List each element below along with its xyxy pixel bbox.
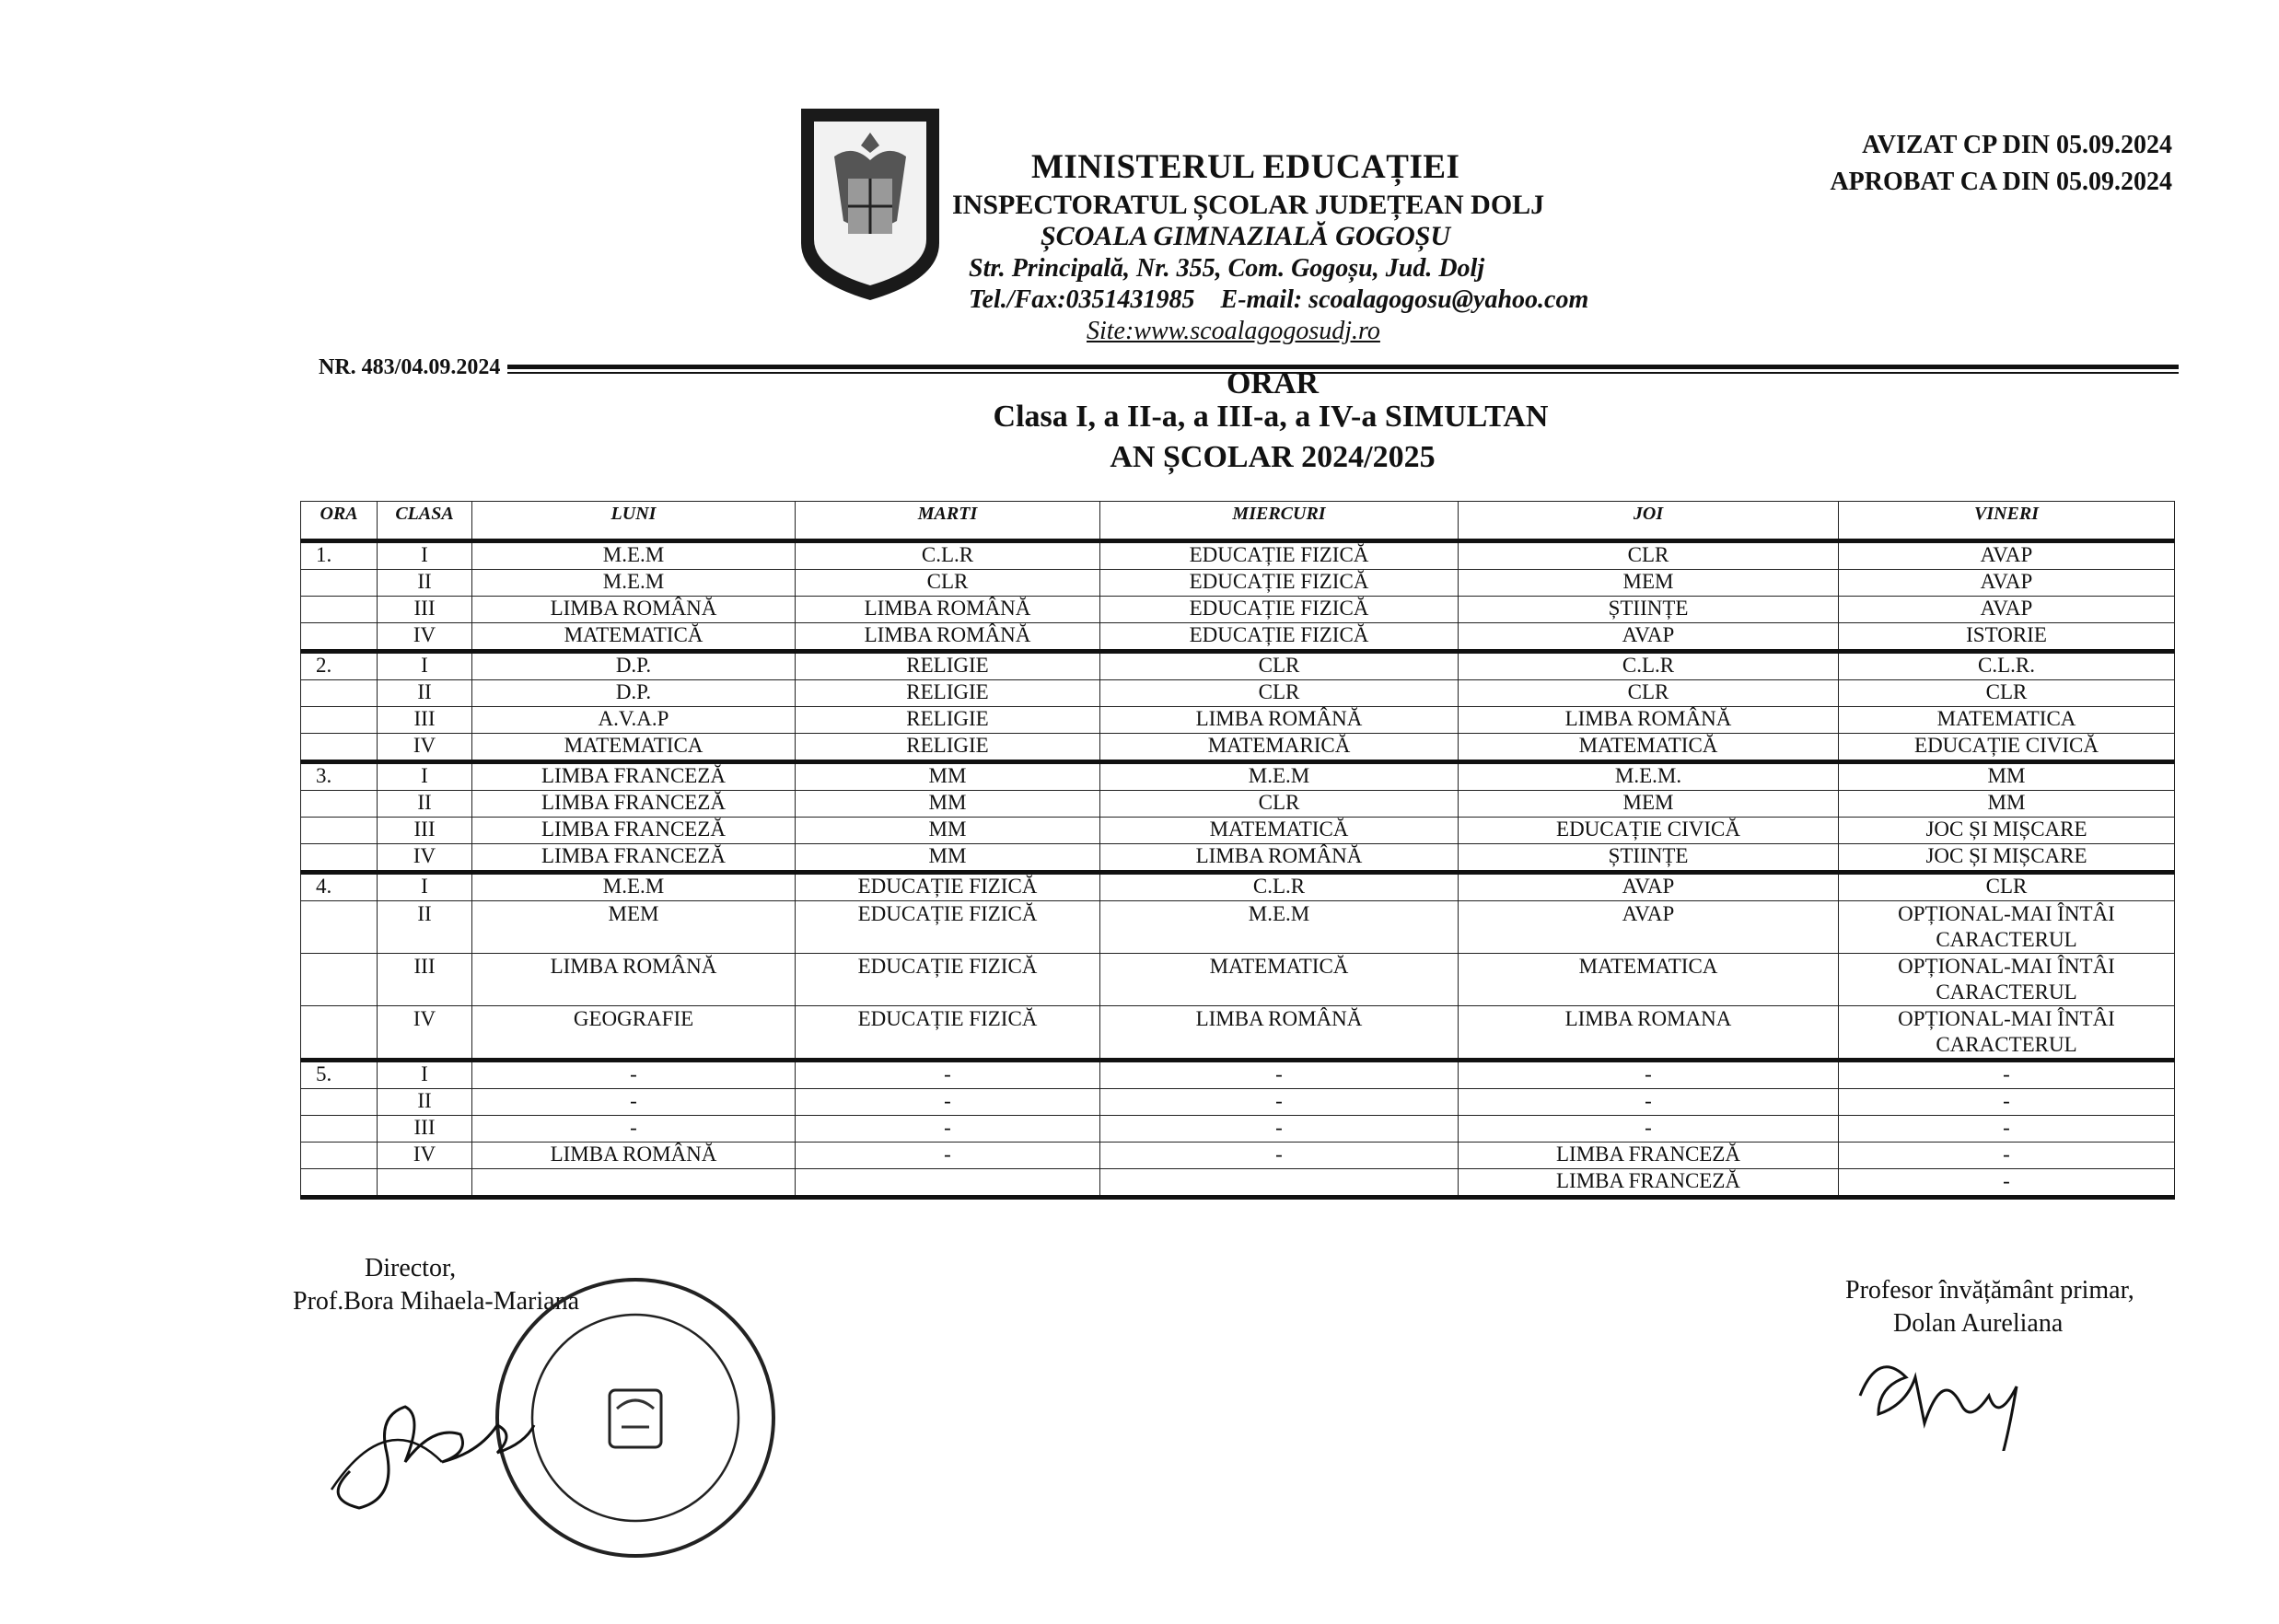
cell-clasa: IV — [378, 623, 472, 652]
cell-clasa: III — [378, 818, 472, 844]
cell-vineri: CLR — [1839, 680, 2175, 707]
cell-marti: RELIGIE — [796, 707, 1100, 734]
cell-ora — [301, 680, 378, 707]
director-name: Prof.Bora Mihaela-Mariana — [293, 1287, 579, 1316]
table-row — [301, 1116, 2175, 1143]
cell-clasa: II — [378, 791, 472, 818]
director-title: Director, — [365, 1254, 457, 1282]
cell-marti — [796, 1169, 1100, 1198]
cell-marti: LIMBA ROMÂNĂ — [796, 623, 1100, 652]
cell-vineri: ISTORIE — [1839, 623, 2175, 652]
director-signature — [322, 1361, 543, 1517]
table-row — [301, 570, 2175, 597]
cell-joi: EDUCAȚIE CIVICĂ — [1459, 818, 1839, 844]
inspectorate-name: INSPECTORATUL ȘCOLAR JUDEȚEAN DOLJ — [952, 190, 1545, 220]
cell-ora — [301, 844, 378, 873]
cell-luni: LIMBA ROMÂNĂ — [472, 954, 796, 1006]
cell-clasa: I — [378, 762, 472, 791]
cell-ora — [301, 1169, 378, 1198]
cell-ora: 1. — [301, 541, 378, 570]
cell-miercuri: MATEMARICĂ — [1100, 734, 1459, 762]
cell-clasa: IV — [378, 844, 472, 873]
cell-joi: LIMBA FRANCEZĂ — [1459, 1169, 1839, 1198]
cell-vineri: MM — [1839, 791, 2175, 818]
cell-marti: EDUCAȚIE FIZICĂ — [796, 1006, 1100, 1061]
table-row — [301, 762, 2175, 791]
header-luni: LUNI — [472, 502, 796, 541]
cell-marti: LIMBA ROMÂNĂ — [796, 597, 1100, 623]
school-year: AN ȘCOLAR 2024/2025 — [1110, 440, 1436, 474]
cell-joi: MEM — [1459, 570, 1839, 597]
table-row — [301, 1089, 2175, 1116]
cell-joi: MATEMATICĂ — [1459, 734, 1839, 762]
cell-miercuri: EDUCAȚIE FIZICĂ — [1100, 541, 1459, 570]
cell-joi: MEM — [1459, 791, 1839, 818]
cell-joi: LIMBA ROMANA — [1459, 1006, 1839, 1061]
cell-miercuri: LIMBA ROMÂNĂ — [1100, 844, 1459, 873]
cell-luni: LIMBA FRANCEZĂ — [472, 762, 796, 791]
cell-luni: MEM — [472, 901, 796, 954]
school-address: Str. Principală, Nr. 355, Com. Gogoșu, Jud. Dolj — [969, 254, 1485, 283]
cell-vineri: - — [1839, 1116, 2175, 1143]
cell-luni: LIMBA ROMÂNĂ — [472, 597, 796, 623]
cell-ora — [301, 1143, 378, 1169]
timetable-header-row — [301, 502, 2175, 541]
header-marti: MARTI — [796, 502, 1100, 541]
cell-luni: - — [472, 1089, 796, 1116]
cell-miercuri: CLR — [1100, 652, 1459, 680]
cell-luni: LIMBA FRANCEZĂ — [472, 844, 796, 873]
cell-miercuri: - — [1100, 1061, 1459, 1089]
cell-joi: LIMBA ROMÂNĂ — [1459, 707, 1839, 734]
cell-miercuri: CLR — [1100, 680, 1459, 707]
cell-clasa: III — [378, 597, 472, 623]
cell-vineri: CLR — [1839, 873, 2175, 901]
teacher-name: Dolan Aureliana — [1893, 1309, 2064, 1338]
cell-joi: M.E.M. — [1459, 762, 1839, 791]
cell-joi: AVAP — [1459, 873, 1839, 901]
cell-marti: RELIGIE — [796, 680, 1100, 707]
cell-ora — [301, 1006, 378, 1061]
cell-clasa — [378, 1169, 472, 1198]
cell-clasa: I — [378, 652, 472, 680]
table-row — [301, 707, 2175, 734]
cell-marti: RELIGIE — [796, 652, 1100, 680]
cell-luni: GEOGRAFIE — [472, 1006, 796, 1061]
cell-luni: MATEMATICA — [472, 734, 796, 762]
table-row — [301, 954, 2175, 1006]
cell-ora — [301, 818, 378, 844]
coat-of-arms-icon — [797, 105, 943, 303]
cell-miercuri: - — [1100, 1089, 1459, 1116]
school-name: ȘCOALA GIMNAZIALĂ GOGOȘU — [1041, 221, 1451, 251]
cell-miercuri: LIMBA ROMÂNĂ — [1100, 707, 1459, 734]
school-website-link[interactable]: Site:www.scoalagogosudj.ro — [1087, 317, 1380, 345]
cell-vineri: - — [1839, 1143, 2175, 1169]
cell-marti: EDUCAȚIE FIZICĂ — [796, 954, 1100, 1006]
cell-ora: 4. — [301, 873, 378, 901]
cell-ora: 2. — [301, 652, 378, 680]
cell-luni: - — [472, 1061, 796, 1089]
cell-ora — [301, 734, 378, 762]
cell-clasa: I — [378, 541, 472, 570]
table-row — [301, 1061, 2175, 1089]
cell-ora — [301, 901, 378, 954]
header-joi: JOI — [1459, 502, 1839, 541]
cell-miercuri: CLR — [1100, 791, 1459, 818]
cell-clasa: II — [378, 901, 472, 954]
table-row — [301, 791, 2175, 818]
cell-ora — [301, 791, 378, 818]
cell-vineri: OPȚIONAL-MAI ÎNTÂI CARACTERUL — [1839, 954, 2175, 1006]
cell-ora — [301, 623, 378, 652]
header-miercuri: MIERCURI — [1100, 502, 1459, 541]
cell-ora: 5. — [301, 1061, 378, 1089]
header-vineri: VINERI — [1839, 502, 2175, 541]
ministry-name: MINISTERUL EDUCAȚIEI — [1031, 148, 1460, 186]
cell-miercuri: EDUCAȚIE FIZICĂ — [1100, 623, 1459, 652]
cell-joi: ȘTIINȚE — [1459, 597, 1839, 623]
cell-clasa: IV — [378, 1143, 472, 1169]
cell-luni: D.P. — [472, 652, 796, 680]
cell-marti: MM — [796, 818, 1100, 844]
approval-cp: AVIZAT CP DIN 05.09.2024 — [1862, 131, 2172, 159]
table-row — [301, 680, 2175, 707]
cell-clasa: I — [378, 1061, 472, 1089]
cell-ora — [301, 954, 378, 1006]
table-row — [301, 873, 2175, 901]
cell-vineri: EDUCAȚIE CIVICĂ — [1839, 734, 2175, 762]
cell-marti: CLR — [796, 570, 1100, 597]
table-row — [301, 1169, 2175, 1198]
cell-marti: RELIGIE — [796, 734, 1100, 762]
cell-vineri: - — [1839, 1061, 2175, 1089]
cell-clasa: IV — [378, 1006, 472, 1061]
cell-luni: M.E.M — [472, 541, 796, 570]
cell-joi: MATEMATICA — [1459, 954, 1839, 1006]
cell-clasa: III — [378, 707, 472, 734]
cell-clasa: IV — [378, 734, 472, 762]
cell-vineri: - — [1839, 1089, 2175, 1116]
cell-luni: LIMBA FRANCEZĂ — [472, 818, 796, 844]
cell-marti: C.L.R — [796, 541, 1100, 570]
cell-marti: MM — [796, 844, 1100, 873]
cell-miercuri: LIMBA ROMÂNĂ — [1100, 1006, 1459, 1061]
cell-vineri: OPȚIONAL-MAI ÎNTÂI CARACTERUL — [1839, 901, 2175, 954]
cell-miercuri: EDUCAȚIE FIZICĂ — [1100, 570, 1459, 597]
table-row — [301, 597, 2175, 623]
cell-joi: - — [1459, 1061, 1839, 1089]
cell-vineri: C.L.R. — [1839, 652, 2175, 680]
cell-miercuri: M.E.M — [1100, 762, 1459, 791]
table-row — [301, 1143, 2175, 1169]
cell-luni: LIMBA ROMÂNĂ — [472, 1143, 796, 1169]
cell-joi: - — [1459, 1116, 1839, 1143]
cell-joi: CLR — [1459, 541, 1839, 570]
cell-clasa: II — [378, 570, 472, 597]
cell-miercuri: MATEMATICĂ — [1100, 818, 1459, 844]
table-row — [301, 541, 2175, 570]
cell-luni: - — [472, 1116, 796, 1143]
cell-ora — [301, 570, 378, 597]
cell-miercuri: M.E.M — [1100, 901, 1459, 954]
table-row — [301, 1006, 2175, 1061]
teacher-title: Profesor învățământ primar, — [1845, 1276, 2134, 1305]
cell-miercuri: - — [1100, 1143, 1459, 1169]
teacher-signature — [1851, 1340, 2053, 1451]
cell-luni: D.P. — [472, 680, 796, 707]
cell-joi: CLR — [1459, 680, 1839, 707]
cell-vineri: MM — [1839, 762, 2175, 791]
cell-vineri: - — [1839, 1169, 2175, 1198]
cell-ora — [301, 1116, 378, 1143]
classes-subtitle: Clasa I, a II-a, a III-a, a IV-a SIMULTAN — [993, 400, 1549, 434]
cell-ora — [301, 707, 378, 734]
cell-joi: AVAP — [1459, 901, 1839, 954]
approval-ca: APROBAT CA DIN 05.09.2024 — [1830, 168, 2172, 196]
table-row — [301, 844, 2175, 873]
cell-luni: A.V.A.P — [472, 707, 796, 734]
cell-luni: MATEMATICĂ — [472, 623, 796, 652]
cell-luni — [472, 1169, 796, 1198]
school-contact: Tel./Fax:0351431985 E-mail: scoalagogosu@yahoo.com — [969, 285, 1589, 314]
registration-number: NR. 483/04.09.2024 — [319, 355, 507, 380]
cell-joi: - — [1459, 1089, 1839, 1116]
cell-vineri: AVAP — [1839, 570, 2175, 597]
cell-ora — [301, 597, 378, 623]
cell-joi: C.L.R — [1459, 652, 1839, 680]
cell-marti: - — [796, 1143, 1100, 1169]
cell-vineri: OPȚIONAL-MAI ÎNTÂI CARACTERUL — [1839, 1006, 2175, 1061]
cell-miercuri: MATEMATICĂ — [1100, 954, 1459, 1006]
header-clasa: CLASA — [378, 502, 472, 541]
table-row — [301, 652, 2175, 680]
cell-clasa: II — [378, 1089, 472, 1116]
cell-marti: EDUCAȚIE FIZICĂ — [796, 873, 1100, 901]
cell-marti: - — [796, 1089, 1100, 1116]
cell-miercuri: - — [1100, 1116, 1459, 1143]
cell-luni: M.E.M — [472, 570, 796, 597]
cell-clasa: III — [378, 1116, 472, 1143]
cell-luni: M.E.M — [472, 873, 796, 901]
cell-joi: AVAP — [1459, 623, 1839, 652]
table-row — [301, 734, 2175, 762]
cell-vineri: JOC ȘI MIȘCARE — [1839, 818, 2175, 844]
page-title: ORAR — [1226, 366, 1320, 400]
table-row — [301, 623, 2175, 652]
cell-marti: MM — [796, 791, 1100, 818]
cell-miercuri: C.L.R — [1100, 873, 1459, 901]
cell-vineri: MATEMATICA — [1839, 707, 2175, 734]
cell-marti: MM — [796, 762, 1100, 791]
cell-marti: EDUCAȚIE FIZICĂ — [796, 901, 1100, 954]
cell-miercuri — [1100, 1169, 1459, 1198]
cell-marti: - — [796, 1116, 1100, 1143]
cell-vineri: JOC ȘI MIȘCARE — [1839, 844, 2175, 873]
table-row — [301, 818, 2175, 844]
cell-luni: LIMBA FRANCEZĂ — [472, 791, 796, 818]
cell-ora — [301, 1089, 378, 1116]
cell-vineri: AVAP — [1839, 597, 2175, 623]
header-ora: ORA — [301, 502, 378, 541]
cell-joi: LIMBA FRANCEZĂ — [1459, 1143, 1839, 1169]
cell-joi: ȘTIINȚE — [1459, 844, 1839, 873]
table-row — [301, 901, 2175, 954]
cell-ora: 3. — [301, 762, 378, 791]
cell-marti: - — [796, 1061, 1100, 1089]
cell-clasa: II — [378, 680, 472, 707]
cell-clasa: I — [378, 873, 472, 901]
cell-vineri: AVAP — [1839, 541, 2175, 570]
timetable — [300, 501, 2175, 1200]
cell-miercuri: EDUCAȚIE FIZICĂ — [1100, 597, 1459, 623]
cell-clasa: III — [378, 954, 472, 1006]
